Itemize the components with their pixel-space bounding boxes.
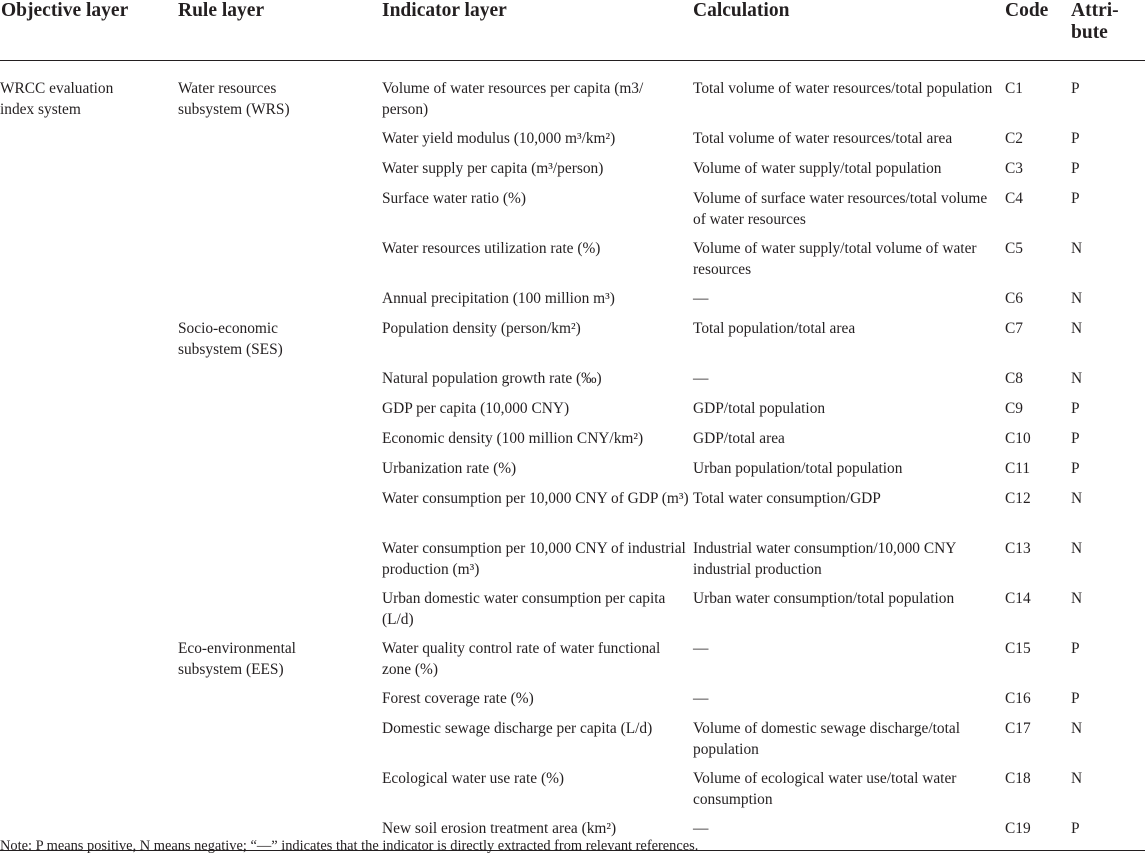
code-cell: C3 xyxy=(1005,160,1023,177)
attribute-cell: P xyxy=(1071,640,1080,657)
indicator-cell: Surface water ratio (%) xyxy=(382,190,526,207)
rule-cell xyxy=(176,61,380,129)
indicator-cell: New soil erosion treatment area (km²) xyxy=(380,818,691,851)
indicator-cell: Economic density (100 million CNY/km²) xyxy=(382,430,644,447)
table-row xyxy=(0,768,1145,818)
objective-cell xyxy=(0,538,176,588)
rule-line2: subsystem (SES) xyxy=(178,341,283,358)
objective-cell xyxy=(0,188,176,238)
code-cell: C16 xyxy=(1005,690,1031,707)
rule-cell xyxy=(176,768,380,818)
indicator-cell: Water supply per capita (m³/person) xyxy=(382,160,604,177)
indicator-cell: Urban domestic water consumption per capita (L/d) xyxy=(382,590,666,628)
objective-cell xyxy=(0,288,176,318)
table-row xyxy=(0,398,1145,428)
attribute-cell: N xyxy=(1071,540,1083,557)
calculation-cell: Total population/total area xyxy=(693,320,856,337)
table-row xyxy=(0,238,1145,288)
rule-cell xyxy=(176,238,380,288)
indicator-cell: Natural population growth rate (‰) xyxy=(382,370,602,387)
table-row xyxy=(0,718,1145,768)
attribute-cell: N xyxy=(1071,770,1083,787)
objective-cell xyxy=(0,368,176,398)
attribute-cell: P xyxy=(1071,160,1080,177)
code-cell: C9 xyxy=(1005,400,1023,417)
table-row xyxy=(0,458,1145,488)
table-row xyxy=(0,588,1145,638)
rule-cell xyxy=(176,158,380,188)
calculation-cell: — xyxy=(693,640,709,657)
rule-cell xyxy=(176,538,380,588)
objective-cell xyxy=(0,238,176,288)
code-cell: C4 xyxy=(1005,190,1023,207)
calculation-cell: Industrial water consumption/10,000 CNY industrial production xyxy=(693,540,956,578)
table-row xyxy=(0,158,1145,188)
attribute-cell: P xyxy=(1071,460,1080,477)
calculation-cell: — xyxy=(693,370,709,387)
indicator-cell: Water yield modulus (10,000 m³/km²) xyxy=(382,130,616,147)
rule-cell xyxy=(176,368,380,398)
attribute-cell: P xyxy=(1071,80,1080,97)
calculation-cell: Volume of surface water resources/total volume of water resources xyxy=(693,190,988,228)
rule-cell xyxy=(176,128,380,158)
attribute-cell: N xyxy=(1071,590,1083,607)
rule-cell xyxy=(176,488,380,538)
header-attribute-line2: bute xyxy=(1071,22,1108,43)
indicator-cell: Population density (person/km²) xyxy=(382,320,581,337)
code-cell: C12 xyxy=(1005,490,1031,507)
objective-line2: index system xyxy=(0,101,81,118)
rule-cell xyxy=(176,398,380,428)
attribute-cell: P xyxy=(1071,690,1080,707)
table-row xyxy=(0,288,1145,318)
indicator-cell: Annual precipitation (100 million m³) xyxy=(382,290,615,307)
table-row xyxy=(0,688,1145,718)
code-cell: C10 xyxy=(1005,430,1031,447)
rule-line2: subsystem (EES) xyxy=(178,661,284,678)
calculation-cell: Volume of water supply/total population xyxy=(693,160,942,177)
indicator-cell: Water quality control rate of water functional zone (%) xyxy=(382,640,661,678)
header-rule: Rule layer xyxy=(176,0,380,61)
header-objective: Objective layer xyxy=(0,0,176,61)
calculation-cell: Urban population/total population xyxy=(693,460,903,477)
table-row xyxy=(0,128,1145,158)
table-note: Note: P means positive, N means negative; “—” indicates that the indicator is directly extracted from relevant references. xyxy=(0,838,699,854)
rule-cell xyxy=(176,188,380,238)
objective-cell xyxy=(0,318,176,368)
calculation-cell: Total volume of water resources/total population xyxy=(693,80,993,97)
attribute-cell: P xyxy=(1071,400,1080,417)
attribute-cell: N xyxy=(1071,290,1083,307)
code-cell: C6 xyxy=(1005,290,1023,307)
code-cell: C15 xyxy=(1005,640,1031,657)
calculation-cell: Volume of water supply/total volume of water resources xyxy=(693,240,977,278)
attribute-cell: P xyxy=(1071,430,1080,447)
rule-cell xyxy=(176,688,380,718)
calculation-cell: Volume of domestic sewage discharge/total population xyxy=(693,720,960,758)
calculation-cell: — xyxy=(693,690,709,707)
table-row xyxy=(0,368,1145,398)
table-row xyxy=(0,318,1145,368)
attribute-cell: P xyxy=(1071,130,1080,147)
attribute-cell: P xyxy=(1069,818,1145,851)
objective-cell xyxy=(0,398,176,428)
table-row xyxy=(0,488,1145,538)
calculation-cell: Volume of ecological water use/total water consumption xyxy=(693,770,957,808)
header-row xyxy=(0,0,1145,61)
objective-cell xyxy=(0,768,176,818)
calculation-cell: — xyxy=(693,290,709,307)
code-cell: C13 xyxy=(1005,540,1031,557)
rule-line1: Socio-economic xyxy=(178,320,279,337)
indicator-cell: Ecological water use rate (%) xyxy=(382,770,565,787)
indicator-cell: Water consumption per 10,000 CNY of industrial production (m³) xyxy=(382,540,686,578)
code-cell: C8 xyxy=(1005,370,1023,387)
indicator-cell: Water consumption per 10,000 CNY of GDP (m³) xyxy=(382,490,689,507)
header-code: Code xyxy=(1003,0,1069,61)
rule-line1: Water resources xyxy=(178,80,277,97)
calculation-cell: Total water consumption/GDP xyxy=(693,490,881,507)
objective-cell xyxy=(0,158,176,188)
table-row xyxy=(0,428,1145,458)
calculation-cell: — xyxy=(691,818,1003,851)
attribute-cell: N xyxy=(1071,720,1083,737)
rule-line2: subsystem (WRS) xyxy=(178,101,290,118)
objective-cell xyxy=(0,638,176,688)
objective-cell xyxy=(0,688,176,718)
code-cell: C1 xyxy=(1005,80,1023,97)
calculation-cell: Urban water consumption/total population xyxy=(693,590,955,607)
code-cell: C2 xyxy=(1005,130,1023,147)
objective-cell xyxy=(0,488,176,538)
code-cell: C17 xyxy=(1005,720,1031,737)
indicator-cell: Urbanization rate (%) xyxy=(382,460,517,477)
objective-cell xyxy=(0,61,176,129)
code-cell: C18 xyxy=(1005,770,1031,787)
objective-line1: WRCC evaluation xyxy=(0,80,114,97)
rule-cell xyxy=(176,638,380,688)
code-cell: C14 xyxy=(1005,590,1031,607)
attribute-cell: N xyxy=(1071,490,1083,507)
rule-cell xyxy=(176,458,380,488)
calculation-cell: GDP/total area xyxy=(693,430,785,447)
table-row xyxy=(0,638,1145,688)
objective-cell xyxy=(0,718,176,768)
table-row xyxy=(0,188,1145,238)
rule-cell xyxy=(176,318,380,368)
attribute-cell: N xyxy=(1071,240,1083,257)
objective-cell xyxy=(0,428,176,458)
rule-cell xyxy=(176,428,380,458)
code-cell: C19 xyxy=(1003,818,1069,851)
code-cell: C5 xyxy=(1005,240,1023,257)
objective-cell xyxy=(0,588,176,638)
attribute-cell: P xyxy=(1071,190,1080,207)
header-attribute xyxy=(1069,0,1145,61)
indicator-cell: Domestic sewage discharge per capita (L/d) xyxy=(382,720,653,737)
header-calculation: Calculation xyxy=(691,0,1003,61)
header-indicator: Indicator layer xyxy=(380,0,691,61)
table-row xyxy=(0,61,1145,129)
calculation-cell: Total volume of water resources/total area xyxy=(693,130,953,147)
rule-line1: Eco-environmental xyxy=(178,640,296,657)
indicator-cell: GDP per capita (10,000 CNY) xyxy=(382,400,570,417)
rule-cell xyxy=(176,718,380,768)
objective-cell xyxy=(0,458,176,488)
indicator-cell: Volume of water resources per capita (m3/ person) xyxy=(382,80,644,118)
objective-cell xyxy=(0,128,176,158)
indicator-cell: Water resources utilization rate (%) xyxy=(382,240,601,257)
indicator-cell: Forest coverage rate (%) xyxy=(382,690,534,707)
calculation-cell: GDP/total population xyxy=(693,400,826,417)
code-cell: C7 xyxy=(1005,320,1023,337)
rule-cell xyxy=(176,288,380,318)
rule-cell xyxy=(176,588,380,638)
code-cell: C11 xyxy=(1005,460,1031,477)
attribute-cell: N xyxy=(1071,370,1083,387)
table-row xyxy=(0,538,1145,588)
header-attribute-line1: Attri- xyxy=(1071,0,1119,21)
attribute-cell: N xyxy=(1071,320,1083,337)
